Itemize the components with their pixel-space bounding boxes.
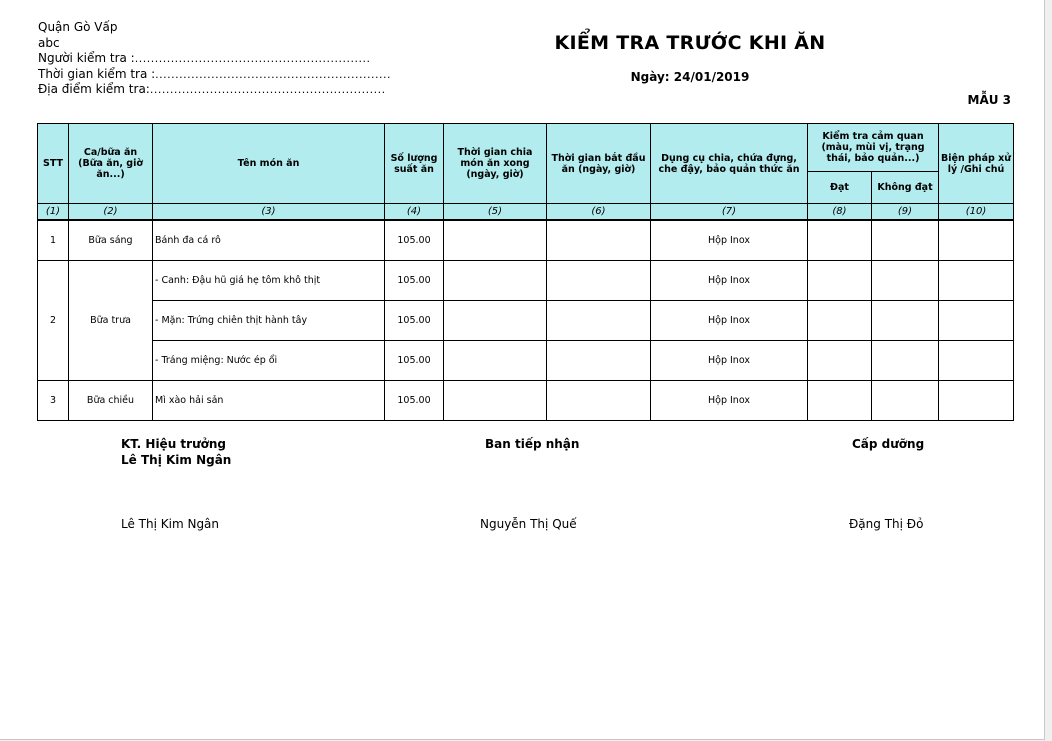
inspection-table	[37, 123, 1014, 421]
table-row	[38, 341, 1014, 381]
row-quantity: 105.00	[385, 220, 444, 261]
row-time-split-cell[interactable]	[444, 301, 547, 341]
cook-signature-name: Đặng Thị Đỏ	[849, 517, 924, 531]
header-time-start: Thời gian bắt đầu ăn (ngày, giờ)	[547, 124, 651, 204]
row-tools: Hộp Inox	[651, 381, 808, 421]
row-time-split-cell[interactable]	[444, 261, 547, 301]
column-number: (4)	[385, 204, 444, 221]
header-time-split: Thời gian chia món ăn xong (ngày, giờ)	[444, 124, 547, 204]
column-number: (6)	[547, 204, 651, 221]
header-dish: Tên món ăn	[153, 124, 385, 204]
table-row	[38, 381, 1014, 421]
header-tools: Dụng cụ chia, chứa đựng, che đậy, bảo quản thức ăn	[651, 124, 808, 204]
inspection-time-dots: ...........................................................	[155, 67, 391, 81]
row-pass-cell[interactable]	[808, 220, 872, 261]
column-number: (8)	[808, 204, 872, 221]
column-number: (9)	[872, 204, 939, 221]
cook-signature-block	[852, 436, 924, 452]
header-quantity: Số lượng suất ăn	[385, 124, 444, 204]
principal-name: Lê Thị Kim Ngân	[121, 453, 232, 467]
row-time-split-cell[interactable]	[444, 381, 547, 421]
row-quantity: 105.00	[385, 301, 444, 341]
row-stt: 3	[38, 381, 69, 421]
header-pass: Đạt	[808, 172, 872, 204]
receiver-title: Ban tiếp nhận	[485, 437, 580, 451]
row-action-cell[interactable]	[939, 261, 1014, 301]
column-number-row	[38, 204, 1014, 221]
table-row	[38, 220, 1014, 261]
column-number: (5)	[444, 204, 547, 221]
document-date: Ngày: 24/01/2019	[630, 70, 750, 84]
row-stt: 2	[38, 261, 69, 381]
table-row	[38, 261, 1014, 301]
column-number: (10)	[939, 204, 1014, 221]
inspector-label: Người kiểm tra :	[38, 51, 135, 65]
row-quantity: 105.00	[385, 381, 444, 421]
row-dish: - Mặn: Trứng chiên thịt hành tây	[153, 301, 385, 341]
table-row	[38, 301, 1014, 341]
row-pass-cell[interactable]	[808, 301, 872, 341]
row-action-cell[interactable]	[939, 220, 1014, 261]
row-quantity: 105.00	[385, 341, 444, 381]
row-pass-cell[interactable]	[808, 341, 872, 381]
row-quantity: 105.00	[385, 261, 444, 301]
row-time-split-cell[interactable]	[444, 220, 547, 261]
row-action-cell[interactable]	[939, 301, 1014, 341]
receiver-signature-block	[485, 436, 579, 452]
column-number: (7)	[651, 204, 808, 221]
row-pass-cell[interactable]	[808, 381, 872, 421]
row-time-split-cell[interactable]	[444, 341, 547, 381]
row-meal: Bữa sáng	[69, 220, 153, 261]
row-tools: Hộp Inox	[651, 220, 808, 261]
row-time-start-cell[interactable]	[547, 220, 651, 261]
inspection-place-label: Địa điểm kiểm tra:	[38, 82, 150, 96]
header-action: Biện pháp xử lý /Ghi chú	[939, 124, 1014, 204]
row-stt: 1	[38, 220, 69, 261]
row-action-cell[interactable]	[939, 381, 1014, 421]
row-fail-cell[interactable]	[872, 220, 939, 261]
row-time-start-cell[interactable]	[547, 261, 651, 301]
row-time-start-cell[interactable]	[547, 341, 651, 381]
row-dish: - Tráng miệng: Nước ép ổi	[153, 341, 385, 381]
row-meal: Bữa trưa	[69, 261, 153, 381]
row-dish: Bánh đa cá rô	[153, 220, 385, 261]
row-dish: - Canh: Đậu hũ giá hẹ tôm khô thịt	[153, 261, 385, 301]
row-dish: Mì xào hải sản	[153, 381, 385, 421]
inspection-time-label: Thời gian kiểm tra :	[38, 66, 156, 81]
row-pass-cell[interactable]	[808, 261, 872, 301]
header-sensory-check: Kiểm tra cảm quan (màu, mùi vị, trạng thái, bảo quản...)	[808, 124, 939, 172]
column-number: (1)	[38, 204, 69, 221]
row-fail-cell[interactable]	[872, 301, 939, 341]
column-number: (3)	[153, 204, 385, 221]
row-tools: Hộp Inox	[651, 341, 808, 381]
inspection-place-dots: ...........................................................	[149, 83, 386, 96]
header-meal: Ca/bữa ăn (Bữa ăn, giờ ăn...)	[69, 124, 153, 204]
row-tools: Hộp Inox	[651, 301, 808, 341]
inspection-place-line	[38, 82, 391, 98]
cook-title: Cấp dưỡng	[852, 437, 925, 451]
form-code: MẪU 3	[967, 93, 1011, 107]
principal-title: KT. Hiệu trưởng	[121, 437, 226, 451]
inspector-dots: ...........................................................	[134, 52, 371, 65]
header-stt: STT	[38, 124, 69, 204]
principal-signature-block	[121, 436, 231, 468]
row-fail-cell[interactable]	[872, 341, 939, 381]
row-time-start-cell[interactable]	[547, 381, 651, 421]
row-fail-cell[interactable]	[872, 381, 939, 421]
district-name: Quận Gò Vấp	[38, 20, 118, 34]
organization-name: abc	[38, 35, 60, 50]
row-time-start-cell[interactable]	[547, 301, 651, 341]
column-number: (2)	[69, 204, 153, 221]
row-action-cell[interactable]	[939, 341, 1014, 381]
document-title: KIỂM TRA TRƯỚC KHI ĂN	[554, 32, 826, 54]
receiver-signature-name: Nguyễn Thị Quế	[480, 517, 577, 531]
header-fail: Không đạt	[872, 172, 939, 204]
row-fail-cell[interactable]	[872, 261, 939, 301]
row-tools: Hộp Inox	[651, 261, 808, 301]
principal-signature-name: Lê Thị Kim Ngân	[121, 517, 220, 531]
row-meal: Bữa chiều	[69, 381, 153, 421]
